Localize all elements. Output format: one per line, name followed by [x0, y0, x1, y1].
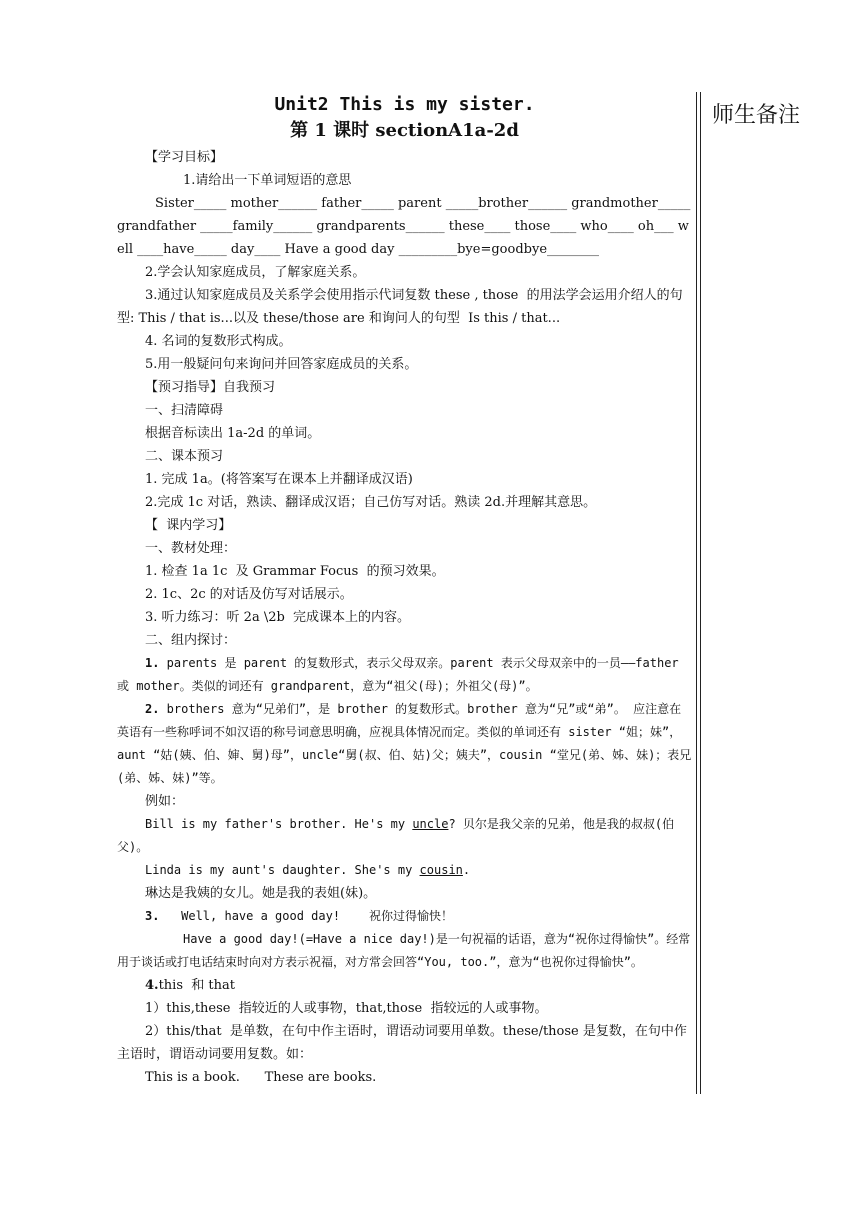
subheading: 一、扫清障碍 — [145, 403, 224, 418]
point-number: 1. — [145, 656, 160, 670]
objective-item: 1.请给出一下单词短语的意思 — [183, 173, 352, 188]
document-body — [117, 92, 695, 1089]
example-sentence: Linda is my aunt's daughter. She's my cousin. — [145, 863, 471, 877]
text-line: Have a good day!(=Have a nice day!)是一句祝福的话语，意为“祝你过得愉快”。经常用于谈话或打电话结束时向对方表示祝福，对方常会回答“You, too.”，意为“也祝你过得愉快”。 — [117, 932, 691, 969]
unit-title: Unit2 This is my sister. — [274, 94, 535, 115]
section-heading: 【 课内学习】 — [145, 518, 232, 533]
vocabulary-blanks: Sister_____ mother______ father_____ parent _____brother______ grandmother_____ grandfather _____family______ grandparents______ these____ those____ who____ oh___ well ____have_____ day____ Have a good day _________bye=goodbye________ — [117, 196, 695, 257]
discussion-point: 3. Well, have a good day! 祝你过得愉快！ — [145, 909, 453, 923]
side-notes-heading: 师生备注 — [712, 103, 801, 128]
subheading: 一、教材处理： — [145, 541, 237, 556]
example-sentence: This is a book. These are books. — [145, 1070, 377, 1085]
text-line: 2.完成 1c 对话，熟读、翻译成汉语；自己仿写对话。熟读 2d.并理解其意思。 — [145, 495, 597, 510]
text-line: 1. 检查 1a 1c 及 Grammar Focus 的预习效果。 — [145, 564, 445, 579]
section-heading: 【学习目标】 — [145, 150, 224, 165]
text-line: 根据音标读出 1a-2d 的单词。 — [145, 426, 321, 441]
objective-item: 5.用一般疑问句来询问并回答家庭成员的关系。 — [145, 357, 418, 372]
objective-item: 4. 名词的复数形式构成。 — [145, 334, 292, 349]
text-line: 2. 1c、2c 的对话及仿写对话展示。 — [145, 587, 353, 602]
text-line: 2）this/that 是单数，在句中作主语时，谓语动词要用单数。these/those 是复数，在句中作主语时，谓语动词要用复数。如： — [117, 1024, 687, 1062]
lesson-title: 第 1 课时 sectionA1a-2d — [290, 120, 519, 141]
objective-item: 2.学会认知家庭成员，了解家庭关系。 — [145, 265, 366, 280]
example-sentence: Bill is my father's brother. He's my uncle? 贝尔是我父亲的兄弟，他是我的叔叔(伯父)。 — [117, 817, 675, 854]
column-divider — [696, 92, 697, 1094]
subheading: 二、组内探讨： — [145, 633, 237, 648]
column-divider — [700, 92, 701, 1094]
objective-item: 3.通过认知家庭成员及关系学会使用指示代词复数 these , those 的用法学会运用介绍人的句型: This / that is...以及 these/those are 和询问人的句型 Is this / that... — [117, 288, 683, 326]
text-line: 琳达是我姨的女儿。她是我的表姐(妹)。 — [145, 886, 377, 901]
text-line: 1）this,these 指较近的人或事物，that,those 指较远的人或事物。 — [145, 1001, 548, 1016]
point-number: 2. — [145, 702, 160, 716]
text-line: 1. 完成 1a。(将答案写在课本上并翻译成汉语) — [145, 472, 413, 487]
discussion-point: 2. brothers 意为“兄弟们”，是 brother 的复数形式。brother 意为“兄”或“弟”。 应注意在英语有一些称呼词不如汉语的称号词意思明确，应视具体情况而定。类似的单词还有 sister “姐；妹”， aunt “姑(姨、伯、婶、舅)母”，uncle“舅(叔、伯、姑)父；姨夫”，cousin “堂兄(弟、姊、妹)；表兄(弟、姊、妹)”等。 — [117, 702, 692, 785]
point-number: 4. — [145, 978, 159, 993]
text-line: 例如： — [145, 794, 185, 809]
point-number: 3. — [145, 909, 160, 923]
subheading: 二、课本预习 — [145, 449, 224, 464]
discussion-point: 4.this 和 that — [145, 978, 235, 993]
text-line: 3. 听力练习：听 2a \2b 完成课本上的内容。 — [145, 610, 411, 625]
discussion-point: 1. parents 是 parent 的复数形式，表示父母双亲。parent 表示父母双亲中的一员——father 或 mother。类似的词还有 grandparent，意为“祖父(母)；外祖父(母)”。 — [117, 656, 686, 693]
section-heading: 【预习指导】自我预习 — [145, 380, 276, 395]
